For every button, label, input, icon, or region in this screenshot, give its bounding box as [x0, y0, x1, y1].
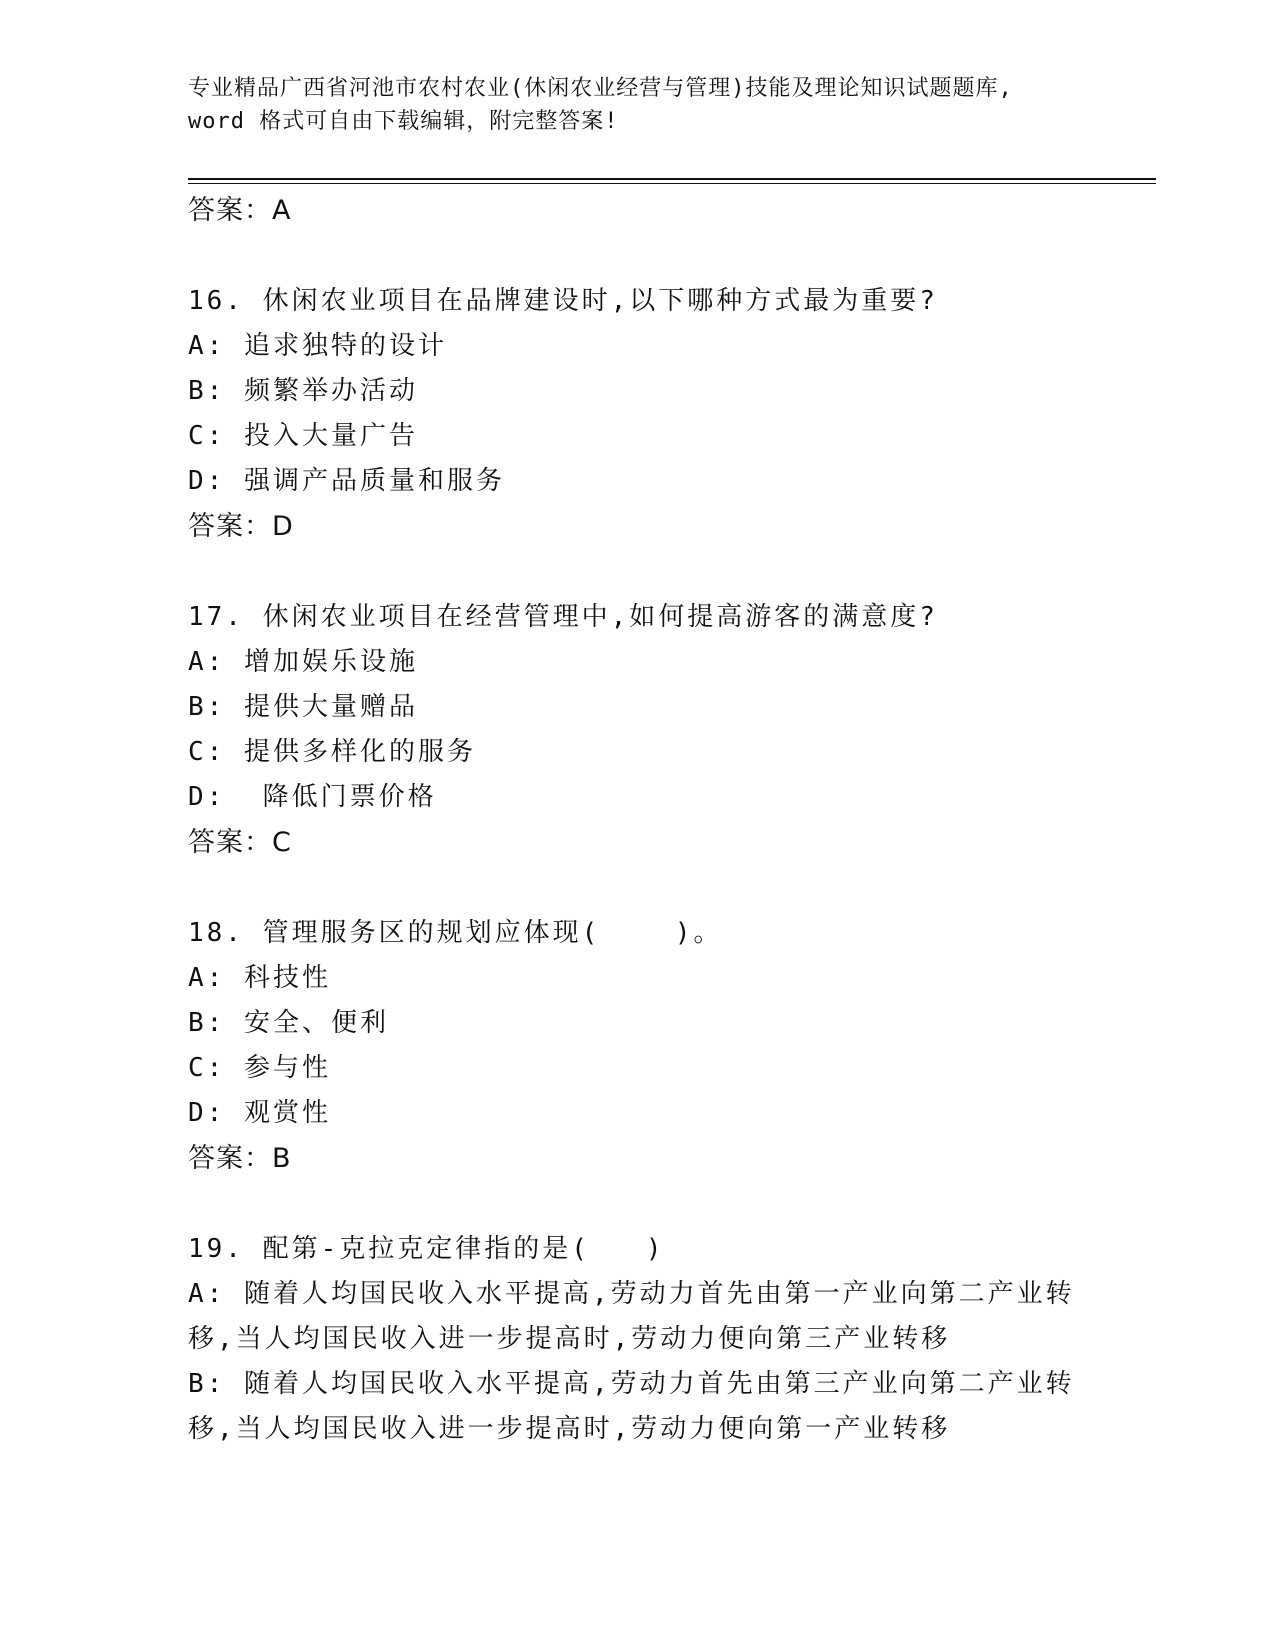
question-16: [188, 279, 1088, 549]
option-c: C: 提供多样化的服务: [188, 737, 476, 767]
option-b: B: 安全、便利: [188, 1008, 389, 1038]
option-b: B: 频繁举办活动: [188, 376, 418, 406]
option-b: B: 随着人均国民收入水平提高,劳动力首先由第三产业向第二产业转移,当人均国民收入进一步提高时,劳动力便向第一产业转移: [188, 1369, 1075, 1444]
question-19: [188, 1227, 1088, 1452]
option-a: A: 增加娱乐设施: [188, 647, 418, 677]
question-list: [188, 188, 1088, 1452]
answer-line: 答案：C: [188, 827, 292, 858]
header-line-2: word 格式可自由下载编辑，附完整答案!: [188, 109, 619, 134]
option-d: D: 降低门票价格: [188, 782, 437, 812]
option-c: C: 参与性: [188, 1053, 331, 1083]
option-d: D: 强调产品质量和服务: [188, 466, 505, 496]
page-header: [188, 72, 1108, 138]
option-b: B: 提供大量赠品: [188, 692, 418, 722]
question-17: [188, 595, 1088, 865]
header-line-1: 专业精品广西省河池市农村农业(休闲农业经营与管理)技能及理论知识试题题库,: [188, 76, 1013, 101]
option-c: C: 投入大量广告: [188, 421, 418, 451]
option-a: A: 科技性: [188, 963, 331, 993]
question-18: [188, 911, 1088, 1181]
answer-line: 答案：B: [188, 1143, 292, 1174]
option-a: A: 追求独特的设计: [188, 331, 447, 361]
question-stem: 17. 休闲农业项目在经营管理中,如何提高游客的满意度?: [188, 602, 938, 632]
option-d: D: 观赏性: [188, 1098, 331, 1128]
option-a: A: 随着人均国民收入水平提高,劳动力首先由第一产业向第二产业转移,当人均国民收入进一步提高时,劳动力便向第三产业转移: [188, 1279, 1075, 1354]
header-divider: [188, 178, 1156, 180]
question-stem: 18. 管理服务区的规划应体现( )。: [188, 918, 723, 948]
question-stem: 16. 休闲农业项目在品牌建设时,以下哪种方式最为重要?: [188, 286, 938, 316]
question-stem: 19. 配第-克拉克定律指的是( ): [188, 1234, 665, 1264]
answer-line: 答案：A: [188, 195, 292, 226]
answer-line: 答案：D: [188, 511, 294, 542]
